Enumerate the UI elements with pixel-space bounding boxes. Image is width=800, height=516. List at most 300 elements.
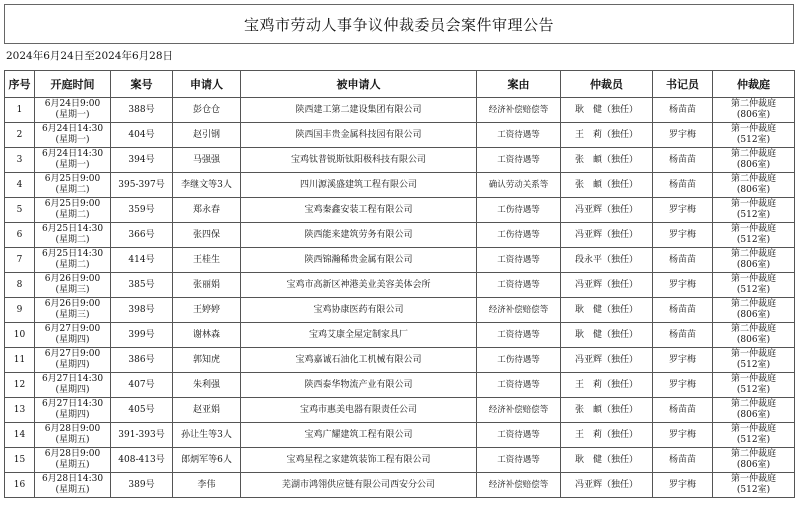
court-name: 第一仲裁庭: [730, 199, 776, 209]
court-room: (806室): [736, 185, 771, 195]
cell-cause: [477, 348, 561, 373]
cell-time: [35, 373, 111, 398]
cell-time: [35, 223, 111, 248]
cell-clerk: [653, 198, 713, 223]
row-number: 2: [16, 129, 23, 140]
court-room: (806室): [736, 410, 771, 420]
applicant-name: 李伟: [197, 479, 216, 490]
cell-court: [713, 323, 795, 348]
cell-respondent: [241, 223, 477, 248]
cell-case: [111, 423, 173, 448]
cell-applicant: [173, 223, 241, 248]
court-room: (806室): [736, 460, 771, 470]
clerk-name: 罗宇梅: [668, 429, 696, 440]
header-clerk: 书记员: [653, 71, 713, 98]
cell-applicant: [173, 298, 241, 323]
cell-arbitrator: [561, 248, 653, 273]
hearing-weekday: (星期三): [55, 310, 90, 320]
hearing-weekday: (星期一): [55, 135, 90, 145]
cell-no: [5, 423, 35, 448]
cell-court: [713, 398, 795, 423]
cell-no: [5, 248, 35, 273]
cell-arbitrator: [561, 148, 653, 173]
hearing-date: 6月25日9:00: [44, 174, 101, 184]
header-time: 开庭时间: [35, 71, 111, 98]
respondent-name: 宝鸡钛普锐斯钛阳极科技有限公司: [290, 154, 426, 165]
table-row: [5, 98, 795, 123]
table-row: [5, 423, 795, 448]
cell-case: [111, 348, 173, 373]
row-number: 1: [16, 104, 23, 115]
respondent-name: 陕西能来建筑劳务有限公司: [304, 229, 413, 240]
cell-no: [5, 148, 35, 173]
row-number: 16: [13, 479, 26, 490]
cell-applicant: [173, 323, 241, 348]
cell-court: [713, 373, 795, 398]
hearing-date: 6月28日14:30: [41, 474, 104, 484]
cell-respondent: [241, 123, 477, 148]
cell-respondent: [241, 273, 477, 298]
cell-cause: [477, 173, 561, 198]
cell-court: [713, 98, 795, 123]
clerk-name: 杨苗苗: [668, 104, 696, 115]
hearing-weekday: (星期一): [55, 110, 90, 120]
cell-arbitrator: [561, 98, 653, 123]
cell-court: [713, 223, 795, 248]
respondent-name: 宝鸡市高新区神港美业美容美体会所: [286, 279, 431, 290]
clerk-name: 杨苗苗: [668, 154, 696, 165]
cell-respondent: [241, 473, 477, 498]
cell-no: [5, 348, 35, 373]
table-row: [5, 448, 795, 473]
row-number: 10: [13, 329, 26, 340]
cell-respondent: [241, 373, 477, 398]
cell-cause: [477, 123, 561, 148]
court-name: 第一仲裁庭: [730, 374, 776, 384]
cell-clerk: [653, 248, 713, 273]
court-room: (806室): [736, 110, 771, 120]
cell-case: [111, 273, 173, 298]
case-cause: 工资待遇等: [497, 429, 540, 440]
court-room: (512室): [736, 360, 771, 370]
court-name: 第一仲裁庭: [730, 424, 776, 434]
court-name: 第二仲裁庭: [730, 449, 776, 459]
cell-clerk: [653, 273, 713, 298]
case-cause: 工资待遇等: [497, 129, 540, 140]
cell-no: [5, 123, 35, 148]
header-applicant: 申请人: [173, 71, 241, 98]
hearing-weekday: (星期四): [55, 385, 90, 395]
arbitrator-name: 冯亚辉（独任）: [574, 479, 638, 490]
respondent-name: 四川源溪盛建筑工程有限公司: [299, 179, 417, 190]
cell-arbitrator: [561, 448, 653, 473]
case-cause: 经济补偿赔偿等: [488, 479, 549, 490]
case-cause: 经济补偿赔偿等: [488, 104, 549, 115]
case-number: 385号: [128, 279, 155, 290]
header-respondent: 被申请人: [241, 71, 477, 98]
court-room: (512室): [736, 485, 771, 495]
cell-arbitrator: [561, 123, 653, 148]
case-cause: 工资待遇等: [497, 379, 540, 390]
clerk-name: 杨苗苗: [668, 179, 696, 190]
row-number: 4: [16, 179, 23, 190]
arbitrator-name: 耿 健（独任）: [574, 104, 638, 115]
cell-cause: [477, 398, 561, 423]
cell-no: [5, 173, 35, 198]
cell-clerk: [653, 473, 713, 498]
cell-applicant: [173, 348, 241, 373]
clerk-name: 罗宇梅: [668, 354, 696, 365]
applicant-name: 赵亚娟: [192, 404, 220, 415]
cell-case: [111, 173, 173, 198]
applicant-name: 张四保: [192, 229, 220, 240]
cell-clerk: [653, 123, 713, 148]
cell-court: [713, 473, 795, 498]
respondent-name: 陕西锦瀚稀贵金属有限公司: [304, 254, 413, 265]
court-room: (806室): [736, 160, 771, 170]
hearing-weekday: (星期五): [55, 485, 90, 495]
cell-cause: [477, 473, 561, 498]
respondent-name: 宝鸡市惠美电器有限责任公司: [299, 404, 417, 415]
cell-respondent: [241, 323, 477, 348]
court-name: 第二仲裁庭: [730, 99, 776, 109]
cell-respondent: [241, 173, 477, 198]
arbitrator-name: 王 莉（独任）: [574, 129, 638, 140]
cell-applicant: [173, 373, 241, 398]
table-row: [5, 473, 795, 498]
court-room: (512室): [736, 135, 771, 145]
header-case: 案号: [111, 71, 173, 98]
hearing-date: 6月24日14:30: [41, 149, 104, 159]
cell-no: [5, 398, 35, 423]
cell-cause: [477, 323, 561, 348]
hearing-date: 6月26日9:00: [44, 274, 101, 284]
cell-clerk: [653, 173, 713, 198]
clerk-name: 罗宇梅: [668, 229, 696, 240]
hearing-date: 6月25日14:30: [41, 249, 104, 259]
header-arbitrator: 仲裁员: [561, 71, 653, 98]
table-row: [5, 248, 795, 273]
row-number: 7: [16, 254, 23, 265]
court-room: (512室): [736, 235, 771, 245]
cell-case: [111, 198, 173, 223]
case-number: 405号: [128, 404, 155, 415]
respondent-name: 陕西国丰贵金属科技园有限公司: [295, 129, 422, 140]
case-cause: 工资待遇等: [497, 154, 540, 165]
cell-no: [5, 98, 35, 123]
clerk-name: 罗宇梅: [668, 479, 696, 490]
court-name: 第一仲裁庭: [730, 349, 776, 359]
cell-cause: [477, 248, 561, 273]
case-number: 404号: [128, 129, 155, 140]
case-cause: 工资待遇等: [497, 254, 540, 265]
clerk-name: 杨苗苗: [668, 254, 696, 265]
court-name: 第一仲裁庭: [730, 124, 776, 134]
applicant-name: 李继文等3人: [181, 179, 232, 190]
arbitrator-name: 段永平（独任）: [574, 254, 638, 265]
cell-arbitrator: [561, 173, 653, 198]
court-name: 第一仲裁庭: [730, 474, 776, 484]
cell-clerk: [653, 98, 713, 123]
cell-court: [713, 348, 795, 373]
arbitrator-name: 王 莉（独任）: [574, 379, 638, 390]
row-number: 3: [16, 154, 23, 165]
cell-cause: [477, 423, 561, 448]
cell-cause: [477, 448, 561, 473]
hearing-weekday: (星期二): [55, 185, 90, 195]
applicant-name: 孙让生等3人: [181, 429, 232, 440]
cell-arbitrator: [561, 323, 653, 348]
hearing-date: 6月27日9:00: [44, 324, 101, 334]
hearing-weekday: (星期四): [55, 360, 90, 370]
arbitrator-name: 张 頔（独任）: [574, 154, 638, 165]
row-number: 13: [13, 404, 26, 415]
hearing-weekday: (星期四): [55, 410, 90, 420]
applicant-name: 谢林森: [192, 329, 220, 340]
cell-time: [35, 473, 111, 498]
cell-respondent: [241, 348, 477, 373]
cell-respondent: [241, 248, 477, 273]
hearing-period: 2024年6月24日至2024年6月28日: [6, 50, 174, 62]
cell-arbitrator: [561, 273, 653, 298]
row-number: 5: [16, 204, 23, 215]
table-row: [5, 298, 795, 323]
case-number: 394号: [128, 154, 155, 165]
applicant-name: 赵引钢: [192, 129, 220, 140]
clerk-name: 杨苗苗: [668, 454, 696, 465]
cell-applicant: [173, 198, 241, 223]
hearing-weekday: (星期二): [55, 235, 90, 245]
hearing-date: 6月26日9:00: [44, 299, 101, 309]
arbitrator-name: 张 頔（独任）: [574, 404, 638, 415]
cell-time: [35, 173, 111, 198]
respondent-name: 宝鸡嘉诚石油化工机械有限公司: [295, 354, 422, 365]
cell-court: [713, 273, 795, 298]
hearing-date: 6月25日14:30: [41, 224, 104, 234]
table-row: [5, 123, 795, 148]
case-cause: 工伤待遇等: [497, 354, 540, 365]
table-row: [5, 373, 795, 398]
clerk-name: 杨苗苗: [668, 304, 696, 315]
cell-clerk: [653, 348, 713, 373]
hearing-schedule: [4, 70, 794, 498]
case-number: 359号: [128, 204, 155, 215]
cell-arbitrator: [561, 473, 653, 498]
case-cause: 工资待遇等: [497, 329, 540, 340]
court-name: 第二仲裁庭: [730, 174, 776, 184]
table-row: [5, 198, 795, 223]
cell-time: [35, 273, 111, 298]
hearing-date: 6月27日9:00: [44, 349, 101, 359]
cell-time: [35, 348, 111, 373]
cell-case: [111, 223, 173, 248]
cell-no: [5, 323, 35, 348]
cell-court: [713, 148, 795, 173]
respondent-name: 宝鸡艾康全屋定制家具厂: [308, 329, 408, 340]
applicant-name: 朱利强: [192, 379, 220, 390]
cell-applicant: [173, 448, 241, 473]
respondent-name: 陕西泰华物流产业有限公司: [304, 379, 413, 390]
case-number: 366号: [128, 229, 155, 240]
cell-court: [713, 248, 795, 273]
table-body: [5, 98, 795, 498]
cell-time: [35, 448, 111, 473]
cell-court: [713, 448, 795, 473]
hearing-weekday: (星期二): [55, 260, 90, 270]
cell-clerk: [653, 423, 713, 448]
cell-applicant: [173, 423, 241, 448]
cell-no: [5, 448, 35, 473]
hearing-weekday: (星期二): [55, 210, 90, 220]
cell-court: [713, 423, 795, 448]
cell-cause: [477, 198, 561, 223]
cell-arbitrator: [561, 373, 653, 398]
cell-applicant: [173, 398, 241, 423]
row-number: 11: [13, 354, 26, 365]
case-number: 407号: [128, 379, 155, 390]
clerk-name: 罗宇梅: [668, 279, 696, 290]
cell-time: [35, 98, 111, 123]
case-cause: 工伤待遇等: [497, 229, 540, 240]
cell-respondent: [241, 448, 477, 473]
case-cause: 经济补偿赔偿等: [488, 404, 549, 415]
arbitrator-name: 耿 健（独任）: [574, 454, 638, 465]
cell-no: [5, 298, 35, 323]
cell-respondent: [241, 398, 477, 423]
cell-respondent: [241, 148, 477, 173]
court-room: (512室): [736, 285, 771, 295]
court-room: (512室): [736, 210, 771, 220]
cell-respondent: [241, 423, 477, 448]
cell-applicant: [173, 173, 241, 198]
applicant-name: 王桂生: [192, 254, 220, 265]
arbitrator-name: 耿 健（独任）: [574, 329, 638, 340]
applicant-name: 郎炳军等6人: [181, 454, 232, 465]
cell-time: [35, 248, 111, 273]
table-row: [5, 323, 795, 348]
hearing-date: 6月24日14:30: [41, 124, 104, 134]
arbitrator-name: 冯亚辉（独任）: [574, 204, 638, 215]
arbitrator-name: 冯亚辉（独任）: [574, 279, 638, 290]
cell-cause: [477, 148, 561, 173]
cell-respondent: [241, 298, 477, 323]
clerk-name: 杨苗苗: [668, 404, 696, 415]
cell-court: [713, 123, 795, 148]
cell-no: [5, 273, 35, 298]
case-number: 389号: [128, 479, 155, 490]
cell-no: [5, 473, 35, 498]
table-row: [5, 348, 795, 373]
case-number: 414号: [128, 254, 155, 265]
cell-time: [35, 298, 111, 323]
row-number: 6: [16, 229, 23, 240]
header-court: 仲裁庭: [713, 71, 795, 98]
cell-time: [35, 123, 111, 148]
row-number: 9: [16, 304, 23, 315]
table-row: [5, 223, 795, 248]
applicant-name: 郭知虎: [192, 354, 220, 365]
arbitrator-name: 冯亚辉（独任）: [574, 229, 638, 240]
cell-arbitrator: [561, 348, 653, 373]
arbitrator-name: 王 莉（独任）: [574, 429, 638, 440]
court-room: (512室): [736, 385, 771, 395]
cell-applicant: [173, 98, 241, 123]
clerk-name: 罗宇梅: [668, 379, 696, 390]
hearing-weekday: (星期四): [55, 335, 90, 345]
cell-cause: [477, 273, 561, 298]
cell-no: [5, 223, 35, 248]
row-number: 12: [13, 379, 26, 390]
court-name: 第一仲裁庭: [730, 224, 776, 234]
court-name: 第二仲裁庭: [730, 324, 776, 334]
cell-time: [35, 148, 111, 173]
respondent-name: 陕西建工第二建设集团有限公司: [295, 104, 422, 115]
cell-clerk: [653, 398, 713, 423]
arbitrator-name: 张 頔（独任）: [574, 179, 638, 190]
cell-applicant: [173, 248, 241, 273]
respondent-name: 宝鸡秦鑫安装工程有限公司: [304, 204, 413, 215]
court-name: 第二仲裁庭: [730, 399, 776, 409]
cell-clerk: [653, 323, 713, 348]
table-row: [5, 148, 795, 173]
hearing-weekday: (星期五): [55, 435, 90, 445]
cell-no: [5, 198, 35, 223]
court-room: (806室): [736, 260, 771, 270]
cell-clerk: [653, 223, 713, 248]
cell-case: [111, 373, 173, 398]
cell-arbitrator: [561, 423, 653, 448]
case-cause: 确认劳动关系等: [488, 179, 549, 190]
cell-case: [111, 123, 173, 148]
respondent-name: 宝鸡协康医药有限公司: [313, 304, 404, 315]
cell-case: [111, 473, 173, 498]
cell-applicant: [173, 123, 241, 148]
cell-time: [35, 198, 111, 223]
arbitrator-name: 耿 健（独任）: [574, 304, 638, 315]
case-cause: 工资待遇等: [497, 454, 540, 465]
cell-court: [713, 298, 795, 323]
hearing-weekday: (星期五): [55, 460, 90, 470]
case-number: 395-397号: [118, 179, 165, 190]
cell-arbitrator: [561, 198, 653, 223]
cell-case: [111, 323, 173, 348]
cell-arbitrator: [561, 223, 653, 248]
hearing-date: 6月27日14:30: [41, 374, 104, 384]
case-number: 386号: [128, 354, 155, 365]
court-room: (806室): [736, 310, 771, 320]
header-row: [5, 71, 795, 98]
cell-cause: [477, 373, 561, 398]
applicant-name: 彭仓仓: [192, 104, 220, 115]
hearing-date: 6月28日9:00: [44, 449, 101, 459]
applicant-name: 张丽娟: [192, 279, 220, 290]
header-cause: 案由: [477, 71, 561, 98]
cell-applicant: [173, 273, 241, 298]
respondent-name: 宝鸡星程之家建筑装饰工程有限公司: [286, 454, 431, 465]
cell-cause: [477, 298, 561, 323]
cell-case: [111, 448, 173, 473]
cell-court: [713, 198, 795, 223]
hearing-weekday: (星期一): [55, 160, 90, 170]
cell-clerk: [653, 148, 713, 173]
court-room: (512室): [736, 435, 771, 445]
case-number: 398号: [128, 304, 155, 315]
cell-applicant: [173, 473, 241, 498]
cell-respondent: [241, 198, 477, 223]
cell-case: [111, 248, 173, 273]
table-row: [5, 398, 795, 423]
case-cause: 工资待遇等: [497, 279, 540, 290]
